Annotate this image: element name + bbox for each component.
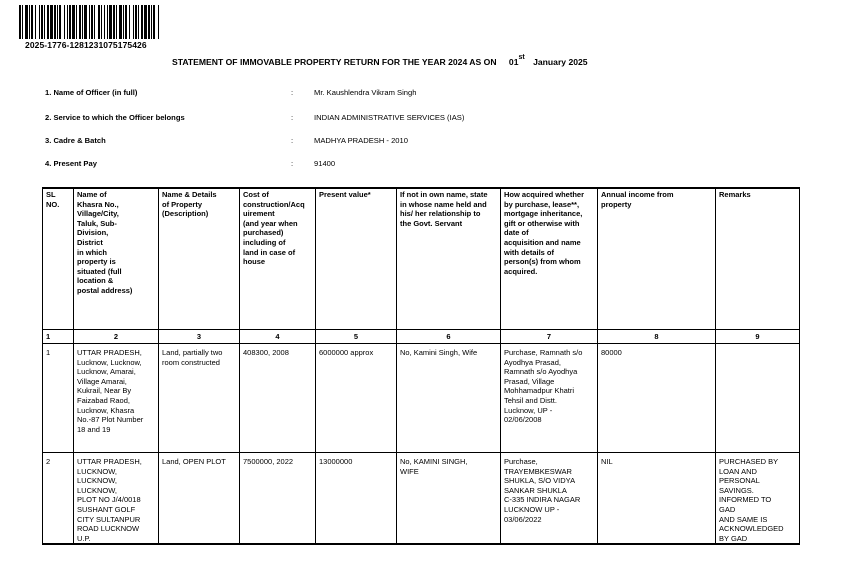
table-row	[43, 344, 800, 453]
property-table	[42, 187, 800, 545]
cell-annual-income: NIL	[598, 453, 716, 545]
title-month-year: January 2025	[533, 56, 588, 67]
service-value: INDIAN ADMINISTRATIVE SERVICES (IAS)	[314, 113, 465, 122]
title-main: STATEMENT OF IMMOVABLE PROPERTY RETURN FOR THE YEAR 2024 AS ON	[172, 56, 497, 67]
header-annual-income: Annual income from property	[598, 188, 716, 330]
cell-remarks	[716, 344, 800, 453]
cell-sl-no: 2	[43, 453, 74, 545]
present-pay-colon: :	[291, 159, 294, 168]
service-label: 2. Service to which the Officer belongs	[45, 113, 185, 122]
cell-cost: 7500000, 2022	[240, 453, 316, 545]
cell-location: UTTAR PRADESH, LUCKNOW, LUCKNOW, LUCKNOW, PLOT NO J/4/0018 SUSHANT GOLF CITY SULTANPUR ROAD LUCKNOW U.P.	[74, 453, 159, 545]
officer-name-label: 1. Name of Officer (in full)	[45, 88, 138, 97]
present-pay-value: 91400	[314, 159, 336, 168]
column-number: 7	[501, 330, 598, 344]
officer-name-colon: :	[291, 88, 294, 97]
header-row	[43, 188, 800, 330]
cell-present-value: 13000000	[316, 453, 397, 545]
cadre-batch-colon: :	[291, 136, 294, 145]
cell-property-details: Land, partially two room constructed	[159, 344, 240, 453]
column-number: 8	[598, 330, 716, 344]
barcode-number: 2025-1776-1281231075175426	[25, 40, 147, 50]
cadre-batch-label: 3. Cadre & Batch	[45, 136, 106, 145]
column-number: 9	[716, 330, 800, 344]
column-number: 1	[43, 330, 74, 344]
column-number: 6	[397, 330, 501, 344]
column-number-row	[43, 330, 800, 344]
header-sl-no: SL NO.	[43, 188, 74, 330]
cell-how-acquired: Purchase, TRAYEMBKESWAR SHUKLA, S/O VIDYA SANKAR SHUKLA C-335 INDIRA NAGAR LUCKNOW UP - 03/06/2022	[501, 453, 598, 545]
officer-name-value: Mr. Kaushlendra Vikram Singh	[314, 88, 417, 97]
header-property-details: Name & Details of Property (Description)	[159, 188, 240, 330]
present-pay-label: 4. Present Pay	[45, 159, 97, 168]
cell-location: UTTAR PRADESH, Lucknow, Lucknow, Lucknow, Amarai, Village Amarai, Kukrail, Near By Faizabad Raod, Lucknow, Khasra No.-87 Plot Number 18 and 19	[74, 344, 159, 453]
table-row	[43, 453, 800, 545]
header-holder-name: If not in own name, state in whose name held and his/ her relationship to the Govt. Servant	[397, 188, 501, 330]
column-number: 2	[74, 330, 159, 344]
cell-cost: 408300, 2008	[240, 344, 316, 453]
cell-annual-income: 80000	[598, 344, 716, 453]
header-how-acquired: How acquired whether by purchase, lease**, mortgage inheritance, gift or otherwise with date of acquisition and name with details of person(s) from whom acquired.	[501, 188, 598, 330]
cell-holder-name: No, Kamini Singh, Wife	[397, 344, 501, 453]
title-day-suffix: st	[518, 54, 525, 61]
barcode-image	[19, 5, 161, 39]
cell-property-details: Land, OPEN PLOT	[159, 453, 240, 545]
service-colon: :	[291, 113, 294, 122]
cell-remarks: PURCHASED BY LOAN AND PERSONAL SAVINGS. INFORMED TO GAD AND SAME IS ACKNOWLEDGED BY GAD	[716, 453, 800, 545]
cadre-batch-value: MADHYA PRADESH - 2010	[314, 136, 408, 145]
column-number: 5	[316, 330, 397, 344]
cell-sl-no: 1	[43, 344, 74, 453]
title-day: 01st	[508, 54, 525, 67]
page-title	[172, 56, 588, 67]
column-number: 3	[159, 330, 240, 344]
cell-holder-name: No, KAMINI SINGH, WIFE	[397, 453, 501, 545]
header-cost: Cost of construction/Acq uirement (and year when purchased) including of land in case of house	[240, 188, 316, 330]
header-remarks: Remarks	[716, 188, 800, 330]
cell-how-acquired: Purchase, Ramnath s/o Ayodhya Prasad, Ramnath s/o Ayodhya Prasad, Village Mohhamadpur Khatri Tehsil and Distt. Lucknow, UP - 02/06/2008	[501, 344, 598, 453]
cell-present-value: 6000000 approx	[316, 344, 397, 453]
header-present-value: Present value*	[316, 188, 397, 330]
column-number: 4	[240, 330, 316, 344]
header-location: Name of Khasra No., Village/City, Taluk, Sub- Division, District in which property is situated (full location & postal address)	[74, 188, 159, 330]
